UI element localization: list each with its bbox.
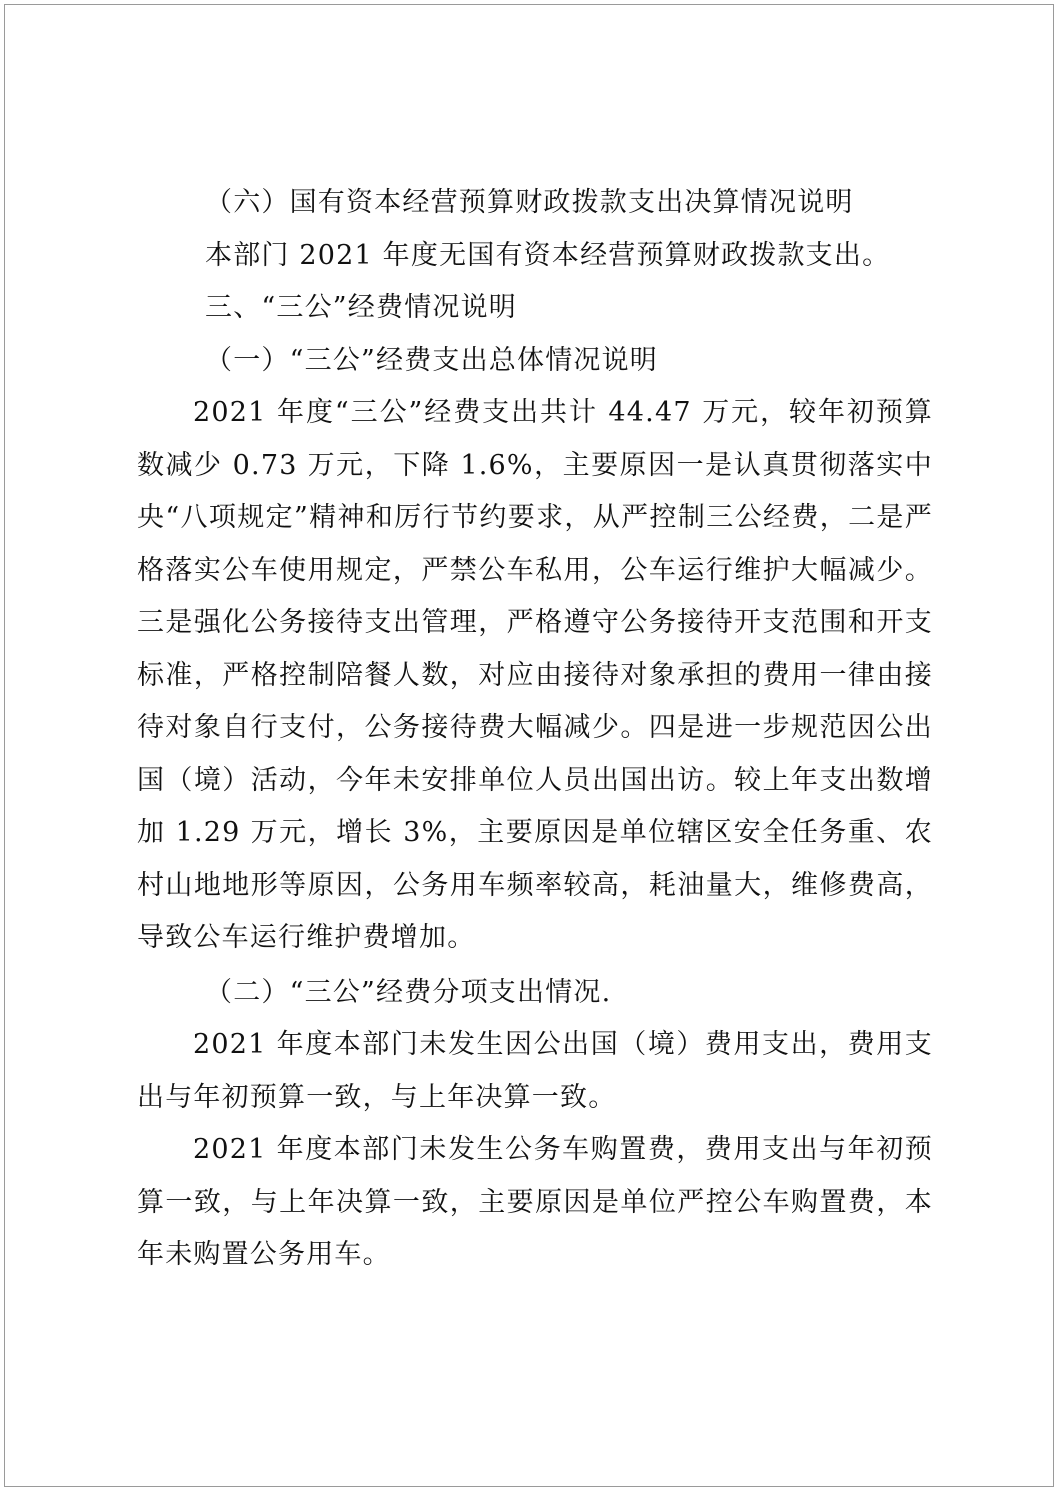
paragraph-vehicle-purchase: 2021 年度本部门未发生公务车购置费，费用支出与年初预算一致，与上年决算一致，主要原因是单位严控公车购置费，本年未购置公务用车。	[137, 1134, 933, 1270]
document-page	[4, 4, 1054, 1487]
section-heading-three-public: 三、“三公”经费情况说明	[205, 292, 518, 323]
paragraph-overseas-travel: 2021 年度本部门未发生因公出国（境）费用支出，费用支出与年初预算一致，与上年决算一致。	[137, 1029, 933, 1113]
paragraph-overall-expenditure: 2021 年度“三公”经费支出共计 44.47 万元，较年初预算数减少 0.73 万元，下降 1.6%，主要原因一是认真贯彻落实中央“八项规定”精神和厉行节约要求，从严控制三公经费，二是严格落实公车使用规定，严禁公车私用，公车运行维护大幅减少。三是强化公务接待支出管理，严格遵守公务接待开支范围和开支标准，严格控制陪餐人数，对应由接待对象承担的费用一律由接待对象自行支付，公务接待费大幅减少。四是进一步规范因公出国（境）活动，今年未安排单位人员出国出访。较上年支出数增加 1.29 万元，增长 3%，主要原因是单位辖区安全任务重、农村山地地形等原因，公务用车频率较高，耗油量大，维修费高，导致公车运行维护费增加。	[137, 397, 933, 953]
subsection-heading-overall: （一）“三公”经费支出总体情况说明	[205, 344, 659, 376]
section-heading-state-capital: （六）国有资本经营预算财政拨款支出决算情况说明	[205, 187, 854, 218]
document-content	[137, 177, 933, 1282]
paragraph-state-capital-statement: 本部门 2021 年度无国有资本经营预算财政拨款支出。	[205, 239, 891, 271]
subsection-heading-itemized: （二）“三公”经费分项支出情况.	[205, 976, 612, 1008]
